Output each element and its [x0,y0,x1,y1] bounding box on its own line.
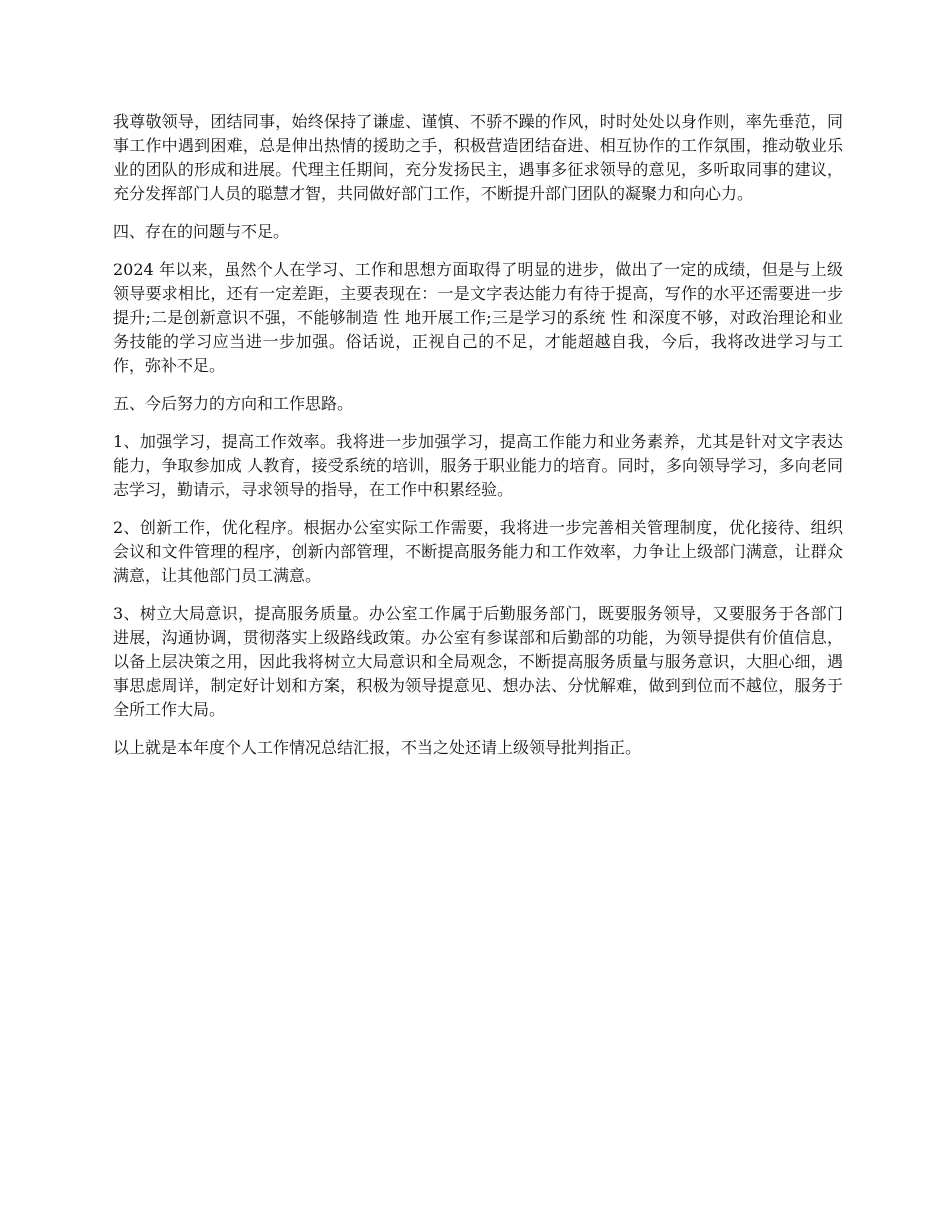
paragraph-shortcomings: 2024 年以来，虽然个人在学习、工作和思想方面取得了明显的进步，做出了一定的成绩，但是与上级领导要求相比，还有一定差距，主要表现在：一是文字表达能力有待于提高，写作的水平还需要进一步提升;二是创新意识不强，不能够制造 性 地开展工作;三是学习的系统 性 和深度不够，对政治理论和业务技能的学习应当进一步加强。俗话说，正视自己的不足，才能超越自我，今后，我将改进学习与工作，弥补不足。 [113,260,843,375]
paragraph-teamwork: 我尊敬领导，团结同事，始终保持了谦虚、谨慎、不骄不躁的作风，时时处处以身作则，率先垂范，同事工作中遇到困难，总是伸出热情的援助之手，积极营造团结奋进、相互协作的工作氛围，推动敬业乐业的团队的形成和进展。代理主任期间，充分发扬民主，遇事多征求领导的意见，多听取同事的建议，充分发挥部门人员的聪慧才智，共同做好部门工作，不断提升部门团队的凝聚力和向心力。 [113,112,843,203]
document-body [113,110,843,774]
paragraph-closing: 以上就是本年度个人工作情况总结汇报，不当之处还请上级领导批判指正。 [113,738,642,757]
paragraph-item-1: 1、加强学习，提高工作效率。我将进一步加强学习，提高工作能力和业务素养，尤其是针对文字表达能力，争取参加成 人教育，接受系统的培训，服务于职业能力的培育。同时，多向领导学习，多向老同志学习，勤请示，寻求领导的指导，在工作中积累经验。 [113,432,843,499]
paragraph-item-2: 2、创新工作，优化程序。根据办公室实际工作需要，我将进一步完善相关管理制度，优化接待、组织会议和文件管理的程序，创新内部管理，不断提高服务能力和工作效率，力争让上级部门满意，让群众满意，让其他部门员工满意。 [113,518,843,585]
paragraph-item-3: 3、树立大局意识，提高服务质量。办公室工作属于后勤服务部门，既要服务领导，又要服务于各部门进展，沟通协调，贯彻落实上级路线政策。办公室有参谋部和后勤部的功能，为领导提供有价值信息，以备上层决策之用，因此我将树立大局意识和全局观念，不断提高服务质量与服务意识，大胆心细，遇事思虑周详，制定好计划和方案，积极为领导提意见、想办法、分忧解难，做到到位而不越位，服务于全所工作大局。 [113,604,843,719]
heading-future-direction: 五、今后努力的方向和工作思路。 [113,394,354,413]
heading-problems: 四、存在的问题与不足。 [113,222,290,241]
